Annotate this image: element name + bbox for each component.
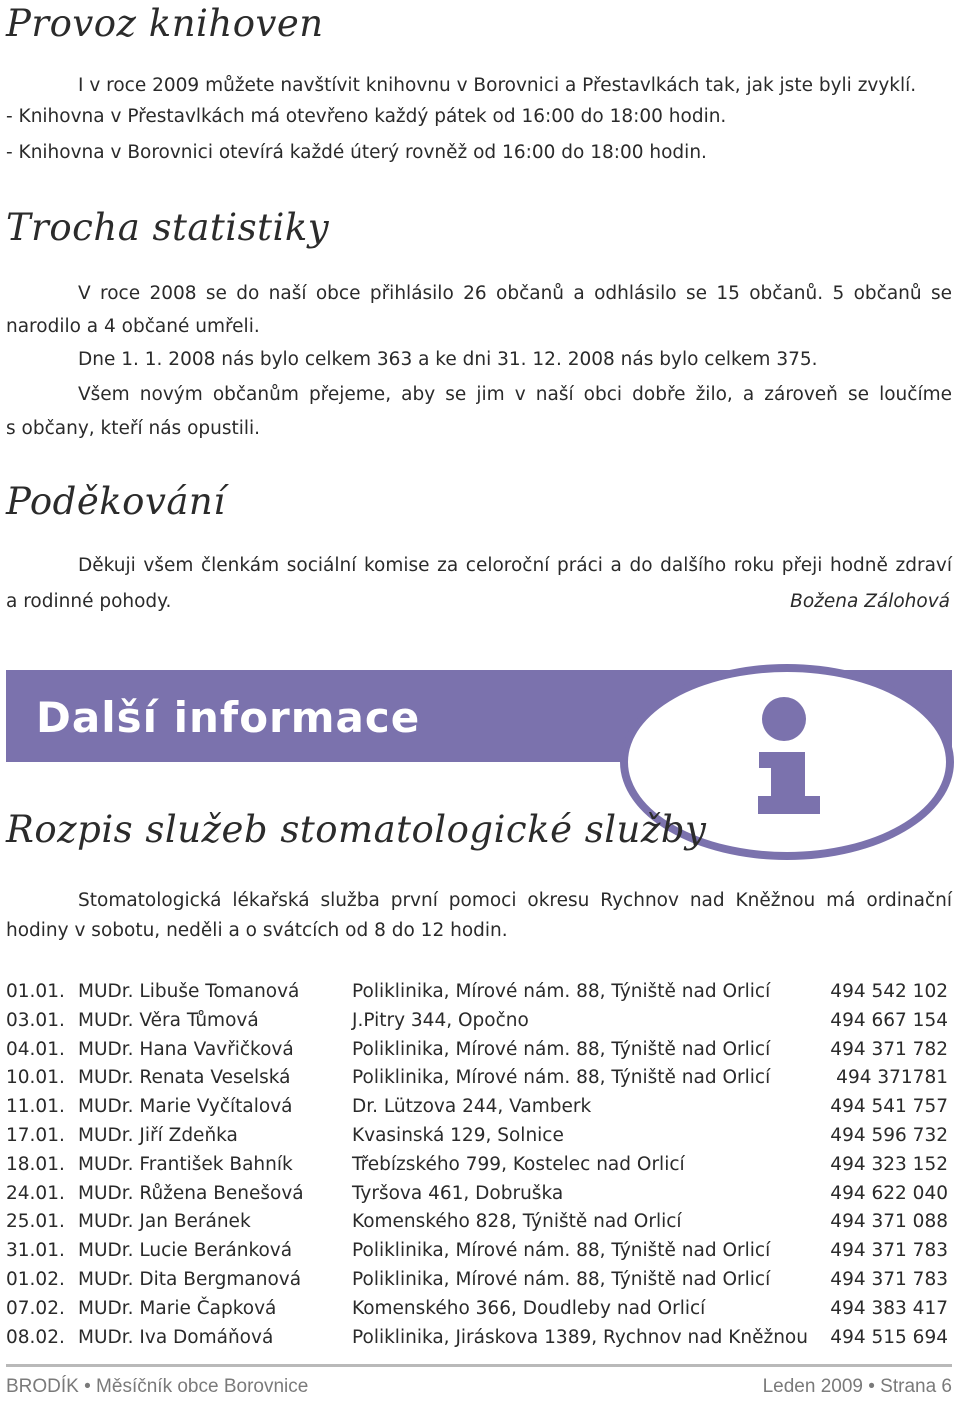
clinic-address: Komenského 366, Doudleby nad Orlicí: [352, 1297, 706, 1319]
phone-number: 494 622 040: [830, 1182, 948, 1204]
doctor-name: MUDr. Dita Bergmanová: [78, 1268, 302, 1290]
phone-number: 494 323 152: [830, 1153, 948, 1175]
section-title-provoz: Provoz knihoven: [6, 2, 324, 45]
duty-date: 25.01.: [6, 1211, 65, 1233]
clinic-address: Třebízského 799, Kostelec nad Orlicí: [352, 1153, 685, 1175]
rozpis-intro-line1: Stomatologická lékařská služba první pomoci okresu Rychnov nad Kněžnou má ordinační: [78, 890, 952, 911]
podekovani-line2: a rodinné pohody.: [6, 591, 172, 612]
clinic-address: J.Pitry 344, Opočno: [352, 1009, 529, 1031]
table-row: [6, 1180, 960, 1209]
duty-date: 24.01.: [6, 1182, 65, 1204]
clinic-address: Kvasinská 129, Solnice: [352, 1124, 564, 1146]
duty-date: 07.02.: [6, 1297, 65, 1319]
duty-date: 10.01.: [6, 1067, 65, 1089]
duty-date: 01.01.: [6, 981, 65, 1002]
statistika-p1-line1: V roce 2008 se do naší obce přihlásilo 26 občanů a odhlásilo se 15 občanů. 5 občanů se: [78, 283, 952, 304]
doctor-name: MUDr. Marie Čapková: [78, 1297, 277, 1319]
phone-number: 494 371 782: [830, 1038, 948, 1060]
footer-page-info: Leden 2009 • Strana 6: [762, 1376, 952, 1397]
phone-number: 494 383 417: [830, 1297, 948, 1319]
clinic-address: Poliklinika, Mírové nám. 88, Týniště nad Orlicí: [352, 981, 771, 1002]
table-row: [6, 1036, 960, 1065]
phone-number: 494 541 757: [830, 1096, 948, 1118]
table-row: [6, 1208, 960, 1237]
doctor-name: MUDr. Iva Domáňová: [78, 1326, 274, 1348]
statistika-p2: Dne 1. 1. 2008 nás bylo celkem 363 a ke dni 31. 12. 2008 nás bylo celkem 375.: [78, 349, 818, 370]
table-row: [6, 1266, 960, 1295]
footer-divider: [6, 1364, 952, 1367]
duty-date: 11.01.: [6, 1096, 65, 1118]
table-row: [6, 1237, 960, 1266]
table-row: [6, 1093, 960, 1122]
section-title-podekovani: Poděkování: [6, 480, 226, 523]
doctor-name: MUDr. Jan Beránek: [78, 1211, 251, 1233]
phone-number: 494 371781: [836, 1067, 948, 1089]
clinic-address: Dr. Lützova 244, Vamberk: [352, 1096, 592, 1118]
clinic-address: Tyršova 461, Dobruška: [352, 1182, 564, 1204]
phone-number: 494 371 088: [830, 1211, 948, 1233]
phone-number: 494 515 694: [830, 1326, 948, 1348]
doctor-name: MUDr. Hana Vavřičková: [78, 1038, 294, 1060]
table-row: [6, 1295, 960, 1324]
statistika-p3-line1: Všem novým občanům přejeme, aby se jim v naší obci dobře žilo, a zároveň se loučíme: [78, 384, 952, 405]
table-row: [6, 1151, 960, 1180]
duty-date: 04.01.: [6, 1038, 65, 1060]
doctor-name: MUDr. Renata Veselská: [78, 1067, 291, 1089]
clinic-address: Poliklinika, Mírové nám. 88, Týniště nad Orlicí: [352, 1268, 771, 1290]
duty-date: 18.01.: [6, 1153, 65, 1175]
phone-number: 494 542 102: [830, 981, 948, 1002]
duty-date: 01.02.: [6, 1268, 65, 1290]
clinic-address: Poliklinika, Jiráskova 1389, Rychnov nad Kněžnou: [352, 1326, 808, 1348]
clinic-address: Komenského 828, Týniště nad Orlicí: [352, 1211, 682, 1233]
rozpis-intro-line2: hodiny v sobotu, neděli a o svátcích od 8 do 12 hodin.: [6, 920, 508, 941]
podekovani-line1: Děkuji všem členkám sociální komise za celoroční práci a do dalšího roku přeji hodně zdraví: [78, 555, 952, 576]
section-title-rozpis: Rozpis služeb stomatologické služby: [6, 808, 707, 851]
footer-publication: BRODÍK • Měsíčník obce Borovnice: [6, 1376, 309, 1397]
phone-number: 494 667 154: [830, 1009, 948, 1031]
duty-date: 17.01.: [6, 1124, 65, 1146]
phone-number: 494 371 783: [830, 1268, 948, 1290]
doctor-name: MUDr. Jiří Zdeňka: [78, 1124, 238, 1146]
doctor-name: MUDr. František Bahník: [78, 1153, 293, 1175]
provoz-line-borovnice: - Knihovna v Borovnici otevírá každé úterý rovněž od 16:00 do 18:00 hodin.: [6, 142, 707, 163]
doctor-name: MUDr. Lucie Beránková: [78, 1240, 293, 1262]
section-title-statistika: Trocha statistiky: [6, 206, 330, 249]
clinic-address: Poliklinika, Mírové nám. 88, Týniště nad Orlicí: [352, 1038, 771, 1060]
podekovani-signature: Božena Zálohová: [790, 591, 950, 612]
table-row: [6, 978, 960, 1007]
info-icon-dot: [762, 697, 806, 741]
duty-date: 03.01.: [6, 1009, 65, 1031]
duty-date: 31.01.: [6, 1240, 65, 1262]
table-row: [6, 1007, 960, 1036]
phone-number: 494 596 732: [830, 1124, 948, 1146]
doctor-name: MUDr. Libuše Tomanová: [78, 981, 300, 1002]
doctor-name: MUDr. Věra Tůmová: [78, 1009, 259, 1031]
clinic-address: Poliklinika, Mírové nám. 88, Týniště nad Orlicí: [352, 1067, 771, 1089]
statistika-p1-line2: narodilo a 4 občané umřeli.: [6, 316, 260, 337]
clinic-address: Poliklinika, Mírové nám. 88, Týniště nad Orlicí: [352, 1240, 771, 1262]
doctor-name: MUDr. Růžena Benešová: [78, 1182, 304, 1204]
table-row: [6, 1122, 960, 1151]
provoz-intro: I v roce 2009 můžete navštívit knihovnu v Borovnici a Přestavlkách tak, jak jste byli zvyklí.: [78, 75, 917, 96]
doctor-name: MUDr. Marie Vyčítalová: [78, 1096, 293, 1118]
table-row: [6, 1324, 960, 1353]
rozpis-table: [6, 978, 960, 1352]
statistika-p3-line2: s občany, kteří nás opustili.: [6, 418, 261, 439]
table-row: [6, 1064, 960, 1093]
banner-title: Další informace: [36, 693, 421, 742]
info-icon-base: [758, 796, 820, 814]
phone-number: 494 371 783: [830, 1240, 948, 1262]
provoz-line-prestavlky: - Knihovna v Přestavlkách má otevřeno každý pátek od 16:00 do 18:00 hodin.: [6, 106, 727, 127]
duty-date: 08.02.: [6, 1326, 65, 1348]
